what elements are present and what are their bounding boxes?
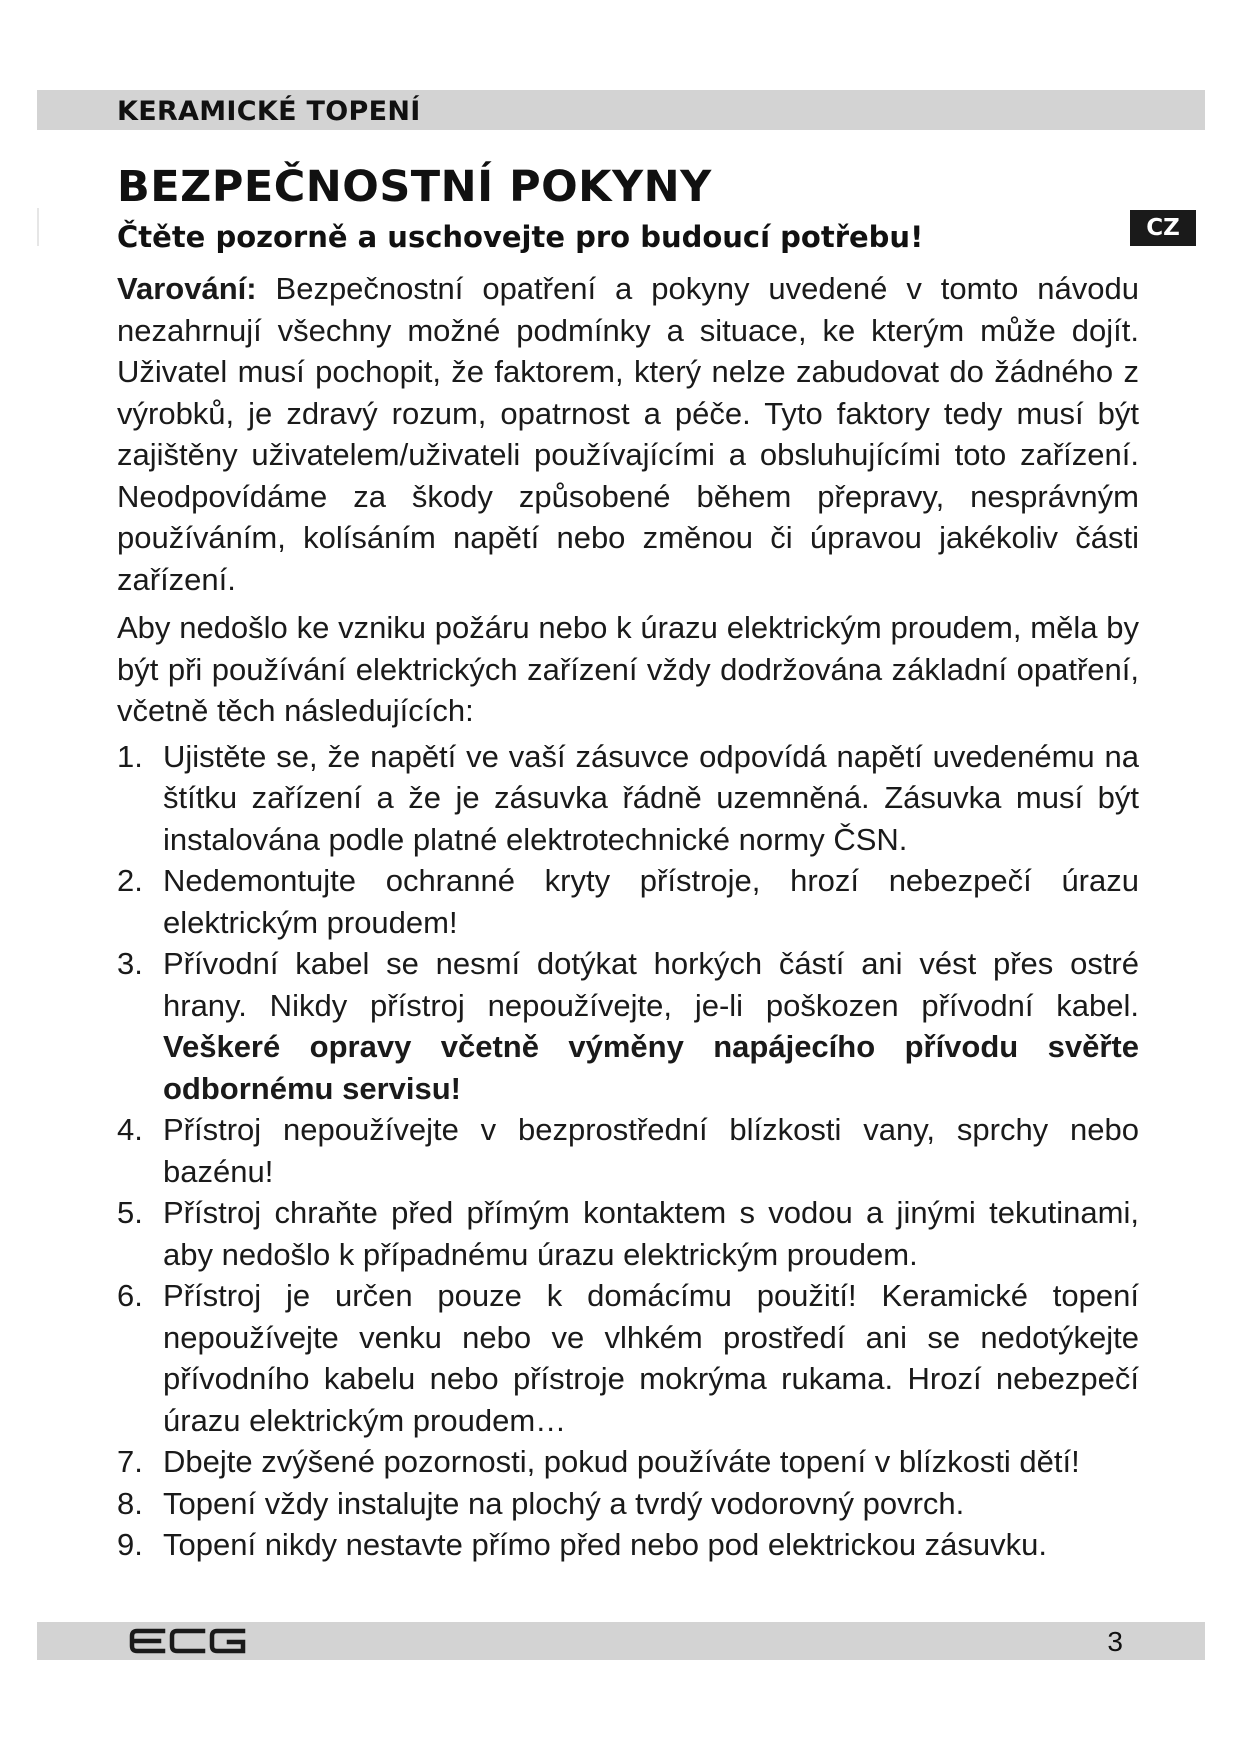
- page-subtitle: Čtěte pozorně a uschovejte pro budoucí potřebu!: [117, 220, 924, 254]
- item-number: 8.: [117, 1485, 143, 1521]
- item-text: Ujistěte se, že napětí ve vaší zásuvce odpovídá napětí uvedenému na štítku zařízení a že je zásuvka řádně uzemněná. Zásuvka musí být instalována podle platné elektrotechnické normy ČSN.: [163, 738, 1139, 857]
- warning-paragraph: [117, 268, 1139, 600]
- ecg-logo: [129, 1625, 249, 1657]
- item-number: 5.: [117, 1195, 143, 1230]
- warning-text: Bezpečnostní opatření a pokyny uvedené v tomto návodu nezahrnují všechny možné podmínky a situace, ke kterým může dojít. Uživatel musí pochopit, že faktorem, který nelze zabudovat do žádného z výrobků, je zdravý rozum, opatrnost a péče. Tyto faktory tedy musí být zajištěny uživatelem/uživateli používajícími a obsluhujícími toto zařízení. Neodpovídáme za škody způsobené během přepravy, nesprávným používáním, kolísáním napětí nebo změnou či úpravou jakékoliv části zařízení.: [117, 271, 1139, 597]
- item-text: Přístroj je určen pouze k domácímu použití! Keramické topení nepoužívejte venku nebo ve vlhkém prostředí ani se nedotýkejte přívodního kabelu nebo přístroje mokrýma rukama. Hrozí nebezpečí úrazu elektrickým proudem…: [163, 1278, 1139, 1438]
- item-number: 2.: [117, 863, 143, 898]
- item-text: Přívodní kabel se nesmí dotýkat horkých částí ani vést přes ostré hrany. Nikdy přístroj nepoužívejte, je-li poškozen přívodní kabel.: [163, 946, 1139, 1023]
- list-item: [117, 1109, 1139, 1192]
- item-number: 4.: [117, 1112, 143, 1147]
- item-text: Topení nikdy nestavte přímo před nebo pod elektrickou zásuvku.: [163, 1527, 1048, 1562]
- item-text: Přístroj chraňte před přímým kontaktem s vodou a jinými tekutinami, aby nedošlo k případnému úrazu elektrickým proudem.: [163, 1195, 1139, 1272]
- list-item: [117, 736, 1139, 861]
- page-title: BEZPEČNOSTNÍ POKYNY: [117, 162, 712, 212]
- list-item: [117, 943, 1139, 1109]
- item-text: Dbejte zvýšené pozornosti, pokud používáte topení v blízkosti dětí!: [163, 1444, 1080, 1479]
- header-bar: [37, 90, 1205, 130]
- list-item: [117, 1483, 1139, 1525]
- page-number: 3: [1107, 1626, 1123, 1657]
- intro-paragraph: Aby nedošlo ke vzniku požáru nebo k úrazu elektrickým proudem, měla by být při používání elektrických zařízení vždy dodržována základní opatření, včetně těch následujících:: [117, 610, 1139, 728]
- list-item: [117, 1192, 1139, 1275]
- warning-label: Varování:: [117, 271, 257, 306]
- list-item: [117, 1275, 1139, 1441]
- item-text: Přístroj nepoužívejte v bezprostřední blízkosti vany, sprchy nebo bazénu!: [163, 1112, 1139, 1189]
- list-item: [117, 860, 1139, 943]
- item-number: 6.: [117, 1278, 143, 1313]
- item-bold-text: Veškeré opravy včetně výměny napájecího přívodu svěřte odbornému servisu!: [163, 1029, 1139, 1106]
- header-title: KERAMICKÉ TOPENÍ: [117, 96, 421, 127]
- page-edge-mark: [37, 208, 39, 246]
- list-item: [117, 1524, 1139, 1566]
- document-body: [117, 268, 1139, 1566]
- item-number: 9.: [117, 1527, 143, 1562]
- language-badge: CZ: [1130, 210, 1196, 246]
- item-number: 3.: [117, 946, 143, 981]
- footer-bar: [37, 1622, 1205, 1660]
- item-text: Topení vždy instalujte na plochý a tvrdý vodorovný povrch.: [163, 1485, 965, 1521]
- safety-instructions-list: [117, 736, 1139, 1566]
- list-item: [117, 1441, 1139, 1483]
- item-number: 7.: [117, 1444, 143, 1479]
- item-text: Nedemontujte ochranné kryty přístroje, hrozí nebezpečí úrazu elektrickým proudem!: [163, 863, 1139, 940]
- item-number: 1.: [117, 738, 143, 774]
